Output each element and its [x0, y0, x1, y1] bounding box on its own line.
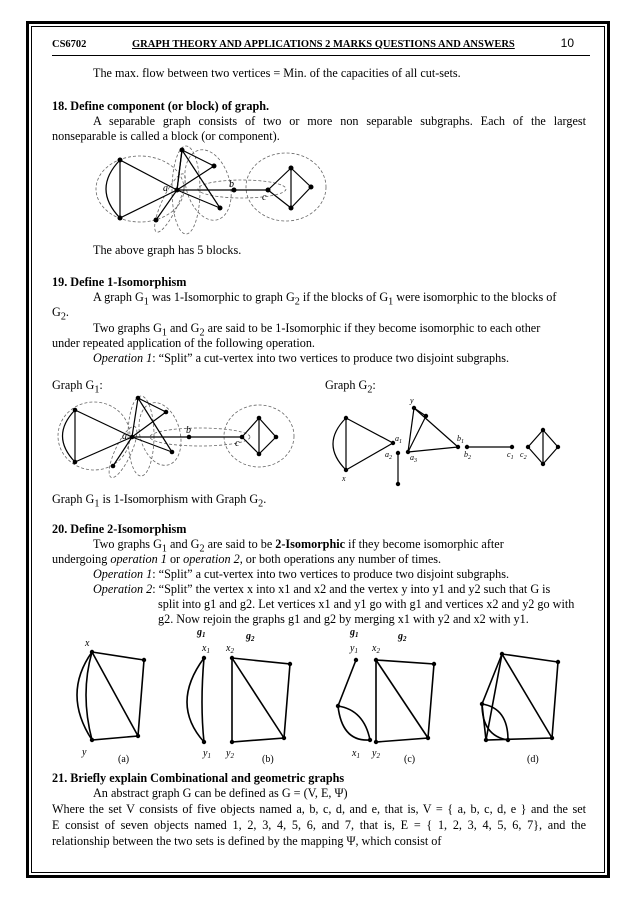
q19-operation1: Operation 1: “Split” a cut-vertex into two vertices to produce two disjoint subgraphs.: [93, 351, 509, 365]
vertex-label-c: c: [262, 192, 267, 203]
fig-b-label-g1: $g_1$: [197, 627, 206, 639]
g2-label-x: x: [342, 474, 346, 483]
fig-b-label-x2: $x_2$: [226, 643, 234, 655]
fig-caption-c: (c): [404, 754, 416, 765]
q18-caption: The above graph has 5 blocks.: [93, 243, 242, 257]
q20-operation1: Operation 1: “Split” a cut-vertex into two vertices to produce two disjoint subgraphs.: [93, 567, 509, 581]
g2-label-a2: $a_2$: [385, 450, 392, 461]
fig-c-label-y1: $y_1$: [350, 643, 358, 655]
g1-label-b: b: [186, 425, 191, 436]
vertex-label-b: b: [229, 179, 234, 190]
q20-para-line1: Two graphs $G_1$ and $G_2$ are said to be 2-Isomorphic if they become isomorphic after: [93, 537, 504, 555]
intro-line: The max. flow between two vertices = Min. of the capacities of all cut-sets.: [93, 66, 461, 80]
fig-c-label-y2: $y_2$: [372, 748, 380, 760]
g2-label-a1: $a_1$: [395, 434, 402, 445]
g1-label-a: a: [122, 431, 127, 442]
course-code: CS6702: [52, 39, 87, 50]
fig-b-label-g2: $g_2$: [246, 631, 255, 643]
q21-line1: An abstract graph G can be defined as G = (V, E, Ψ): [93, 786, 348, 800]
fig-b-label-y1: $y_1$: [203, 748, 211, 760]
q18-line1: A separable graph consists of two or more non separable subgraphs. Each of the largest: [93, 114, 586, 128]
q20-heading: 20. Define 2-Isomorphism: [52, 522, 187, 536]
fig-caption-d: (d): [527, 754, 539, 765]
g2-label-a3: $a_3$: [410, 453, 417, 464]
q19-conclusion: Graph $G_1$ is 1-Isomorphism with Graph $G_2$.: [52, 492, 267, 510]
q18-line2: nonseparable is called a block (or component).: [52, 129, 280, 143]
fig-a-label-x: x: [85, 638, 90, 649]
q21-line2: Where the set V consists of five objects named a, b, c, d, and e, that is, V = { a, b, c, d, e } and the set: [52, 802, 586, 816]
g2-label-y: y: [410, 396, 414, 405]
fig-c-label-x2: $x_2$: [372, 643, 380, 655]
g2-label-c1: $c_1$: [507, 450, 514, 461]
q19-para1-line2: $G_2$.: [52, 305, 69, 323]
q20-para-line2: undergoing operation 1 or operation 2, or both operations any number of times.: [52, 552, 442, 566]
fig-b-label-y2: $y_2$: [226, 748, 234, 760]
q21-heading: 21. Briefly explain Combinational and geometric graphs: [52, 771, 345, 785]
q19-para2-line1: Two graphs $G_1$ and $G_2$ are said to be 1-Isomorphic if they become isomorphic to each other: [93, 321, 541, 339]
q21-line4: relationship between the two sets is defined by the mapping Ψ, which consist of: [52, 834, 442, 848]
graph-g1-label: Graph $G_1$:: [52, 378, 103, 396]
q20-operation2-line2: split into g1 and g2. Let vertices x1 and y1 go with g1 and vertices x2 and y2 go with: [158, 597, 575, 611]
q19-para1-line1: A graph $G_1$ was 1-Isomorphic to graph $G_2$ if the blocks of $G_1$ were isomorphic to the blocks of: [93, 290, 557, 308]
vertex-label-a: a: [163, 183, 168, 194]
q18-heading: 18. Define component (or block) of graph.: [52, 99, 270, 113]
fig-caption-a: (a): [118, 754, 130, 765]
header-title: GRAPH THEORY AND APPLICATIONS 2 MARKS QUESTIONS AND ANSWERS: [132, 39, 515, 50]
q19-heading: 19. Define 1-Isomorphism: [52, 275, 187, 289]
fig-b-label-x1: $x_1$: [202, 643, 210, 655]
graph-g2-label: Graph $G_2$:: [325, 378, 376, 396]
fig-caption-b: (b): [262, 754, 274, 765]
g2-label-c2: $c_2$: [520, 450, 527, 461]
fig-c-label-g1: $g_1$: [350, 627, 359, 639]
fig-a-label-y: y: [82, 747, 87, 758]
q21-line3: E consist of seven objects named 1, 2, 3, 4, 5, 6, and 7, that is, E = { 1, 2, 3, 4, 5, 6, 7}, and the: [52, 818, 586, 832]
fig-c-label-x1: $x_1$: [352, 748, 360, 760]
page-number: 10: [560, 36, 574, 50]
q19-para2-line2: under repeated application of the following operation.: [52, 336, 315, 350]
g1-label-c: c: [235, 438, 240, 449]
q20-operation2-line3: g2. Now rejoin the graphs g1 and g2 by merging x1 with y2 and x2 with y1.: [158, 612, 529, 626]
g2-label-b2: $b_2$: [464, 450, 471, 461]
fig-c-label-g2: $g_2$: [398, 631, 407, 643]
g2-label-b1: $b_1$: [457, 434, 464, 445]
q20-operation2-line1: Operation 2: “Split” the vertex x into x1 and x2 and the vertex y into y1 and y2 such that G is: [93, 582, 551, 596]
